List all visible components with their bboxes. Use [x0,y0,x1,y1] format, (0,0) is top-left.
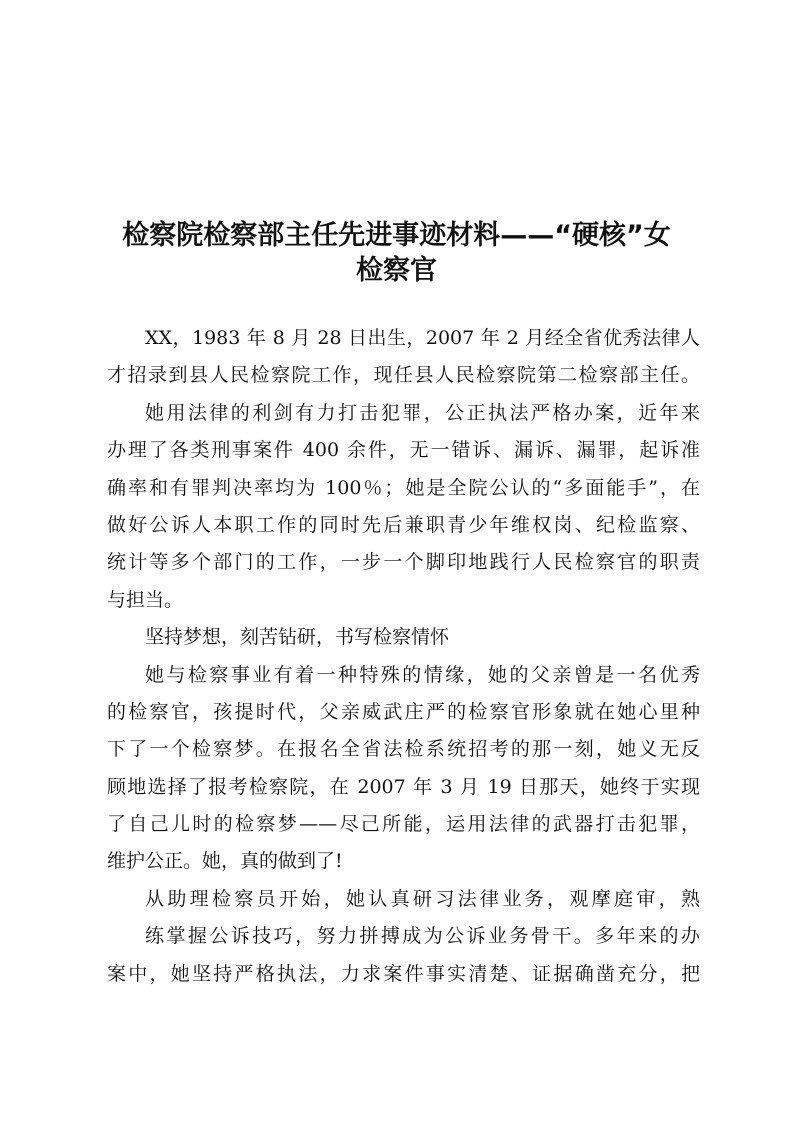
text-line: 维护公正。她，真的做到了! [107,850,343,873]
document-title [90,218,703,288]
text-line: 顾地选择了报考检察院，在 2007 年 3 月 19 日那天，她终于实现 [107,775,700,798]
text-line: 练掌握公诉技巧，努力拼搏成为公诉业务骨干。多年来的办 [145,925,700,948]
text-line: 坚持梦想，刻苦钻研，书写检察情怀 [145,626,450,649]
text-line: 做好公诉人本职工作的同时先后兼职青少年维权岗、纪检监察、 [107,513,700,536]
text-line: 确率和有罪判决率均为 100％；她是全院公认的“多面能手”，在 [107,476,700,499]
text-line: 统计等多个部门的工作，一步一个脚印地践行人民检察官的职责 [107,551,700,574]
document-body [107,320,700,993]
text-line: 从助理检察员开始，她认真研习法律业务，观摩庭审，熟 [145,887,700,910]
text-line: 办理了各类刑事案件 400 余件，无一错诉、漏诉、漏罪，起诉准 [107,439,700,462]
text-line: 与担当。 [107,588,184,611]
text-line: 的检察官，孩提时代，父亲威武庄严的检察官形象就在她心里种 [107,700,700,723]
text-line: 了自己儿时的检察梦——尽己所能，运用法律的武器打击犯罪， [107,813,700,836]
title-line-1: 检察院检察部主任先进事迹材料——“硬核”女 [122,220,671,251]
text-line: 才招录到县人民检察院工作，现任县人民检察院第二检察部主任。 [107,364,700,387]
text-line: XX，1983 年 8 月 28 日出生，2007 年 2 月经全省优秀法律人 [145,327,700,349]
text-line: 她与检察事业有着一种特殊的情缘，她的父亲曾是一名优秀 [145,663,700,686]
text-line: 她用法律的利剑有力打击犯罪，公正执法严格办案，近年来 [145,401,700,424]
title-line-2: 检察官 [356,255,437,286]
text-line: 案中，她坚持严格执法，力求案件事实清楚、证据确凿充分，把 [107,962,700,985]
text-line: 下了一个检察梦。在报名全省法检系统招考的那一刻，她义无反 [107,738,700,761]
